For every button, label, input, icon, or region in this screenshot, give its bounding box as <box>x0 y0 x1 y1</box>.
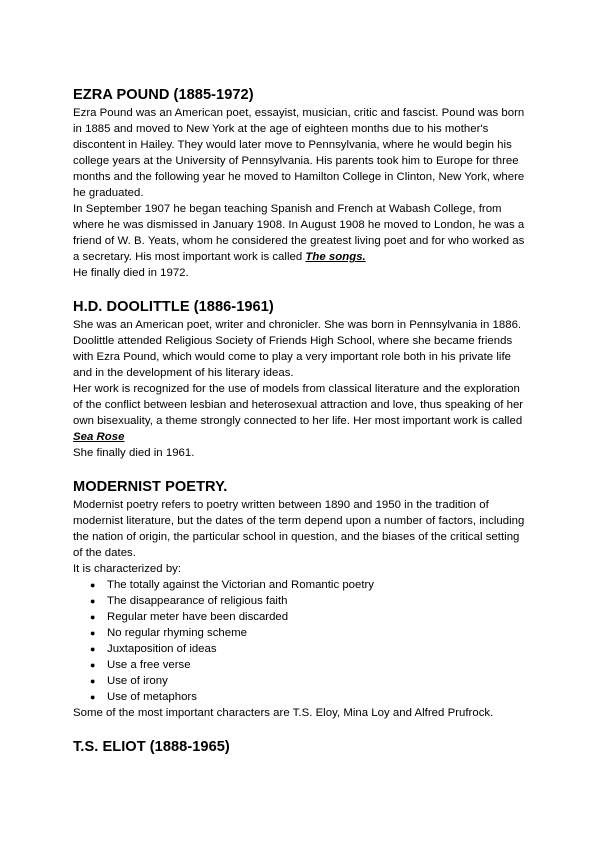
paragraph-doolittle-work-text: Her work is recognized for the use of models from classical literature and the exploration of the conflict between lesbian and heterosexual attraction and love, thus speaking of her own bisexuality, a theme strongly connected to her life. Her most important work is called <box>73 383 524 427</box>
bullet-icon: ● <box>90 660 96 670</box>
section-spacer <box>73 721 528 738</box>
list-item <box>90 689 528 705</box>
list-item-text: No regular rhyming scheme <box>107 627 247 639</box>
list-item-text: Use of metaphors <box>107 691 197 703</box>
work-title-sea-rose: Sea Rose <box>73 431 125 443</box>
bullet-icon: ● <box>90 692 96 702</box>
list-item <box>90 657 528 673</box>
heading-modernist-poetry: MODERNIST POETRY. <box>73 479 228 495</box>
list-item <box>90 625 528 641</box>
list-item-text: The disappearance of religious faith <box>107 595 288 607</box>
bullet-icon: ● <box>90 612 96 622</box>
work-title-the-songs: The songs. <box>305 251 366 263</box>
bullet-icon: ● <box>90 580 96 590</box>
section-spacer <box>73 281 528 298</box>
list-item-text: Use of irony <box>107 675 168 687</box>
paragraph-doolittle-death: She finally died in 1961. <box>73 447 195 459</box>
paragraph-doolittle-biography: She was an American poet, writer and chronicler. She was born in Pennsylvania in 1886. Doolittle attended Religious Society of Friends High School, where she became friends with Ezra Pound, which would come to play a very important role both in his private life and in the development of his literary ideas. <box>73 319 522 379</box>
bullet-icon: ● <box>90 676 96 686</box>
list-item-text: The totally against the Victorian and Romantic poetry <box>107 579 374 591</box>
paragraph-pound-career-text: In September 1907 he began teaching Spanish and French at Wabash College, from where he was dismissed in January 1908. In August 1908 he moved to London, he was a friend of W. B. Yeats, whom he considered the greatest living poet and for who worked as a secretary. His most important work is called <box>73 203 525 263</box>
bullet-icon: ● <box>90 628 96 638</box>
characteristics-list <box>73 577 528 705</box>
bullet-icon: ● <box>90 596 96 606</box>
list-item <box>90 641 528 657</box>
list-item <box>90 593 528 609</box>
heading-ezra-pound: EZRA POUND (1885-1972) <box>73 87 254 103</box>
paragraph-important-characters: Some of the most important characters are T.S. Eloy, Mina Loy and Alfred Prufrock. <box>73 707 494 719</box>
list-item-text: Use a free verse <box>107 659 191 671</box>
list-item <box>90 609 528 625</box>
list-item-text: Regular meter have been discarded <box>107 611 289 623</box>
bullet-icon: ● <box>90 644 96 654</box>
paragraph-pound-biography: Ezra Pound was an American poet, essayist, musician, critic and fascist. Pound was born in 1885 and moved to New York at the age of eighteen months due to his mother's discontent in Hailey. They would later move to Pennsylvania, where he would begin his college years at the University of Pennsylvania. His parents took him to Europe for three months and the following year he moved to Hamilton College in Clinton, New York, where he graduated. <box>73 107 525 199</box>
heading-ts-eliot: T.S. ELIOT (1888-1965) <box>73 739 230 755</box>
section-hd-doolittle <box>73 298 528 461</box>
paragraph-characteristics-intro: It is characterized by: <box>73 563 182 575</box>
section-modernist-poetry <box>73 478 528 721</box>
paragraph-modernist-definition: Modernist poetry refers to poetry written between 1890 and 1950 in the tradition of modernist literature, but the dates of the term depend upon a number of factors, including the nation of origin, the particular school in question, and the biases of the critical setting of the dates. <box>73 499 525 559</box>
section-ts-eliot <box>73 738 528 756</box>
paragraph-pound-career <box>73 201 528 265</box>
section-spacer <box>73 461 528 478</box>
list-item <box>90 577 528 593</box>
section-ezra-pound <box>73 86 528 281</box>
paragraph-doolittle-work <box>73 381 528 445</box>
heading-hd-doolittle: H.D. DOOLITTLE (1886-1961) <box>73 299 274 315</box>
paragraph-pound-death: He finally died in 1972. <box>73 267 189 279</box>
list-item-text: Juxtaposition of ideas <box>107 643 217 655</box>
list-item <box>90 673 528 689</box>
